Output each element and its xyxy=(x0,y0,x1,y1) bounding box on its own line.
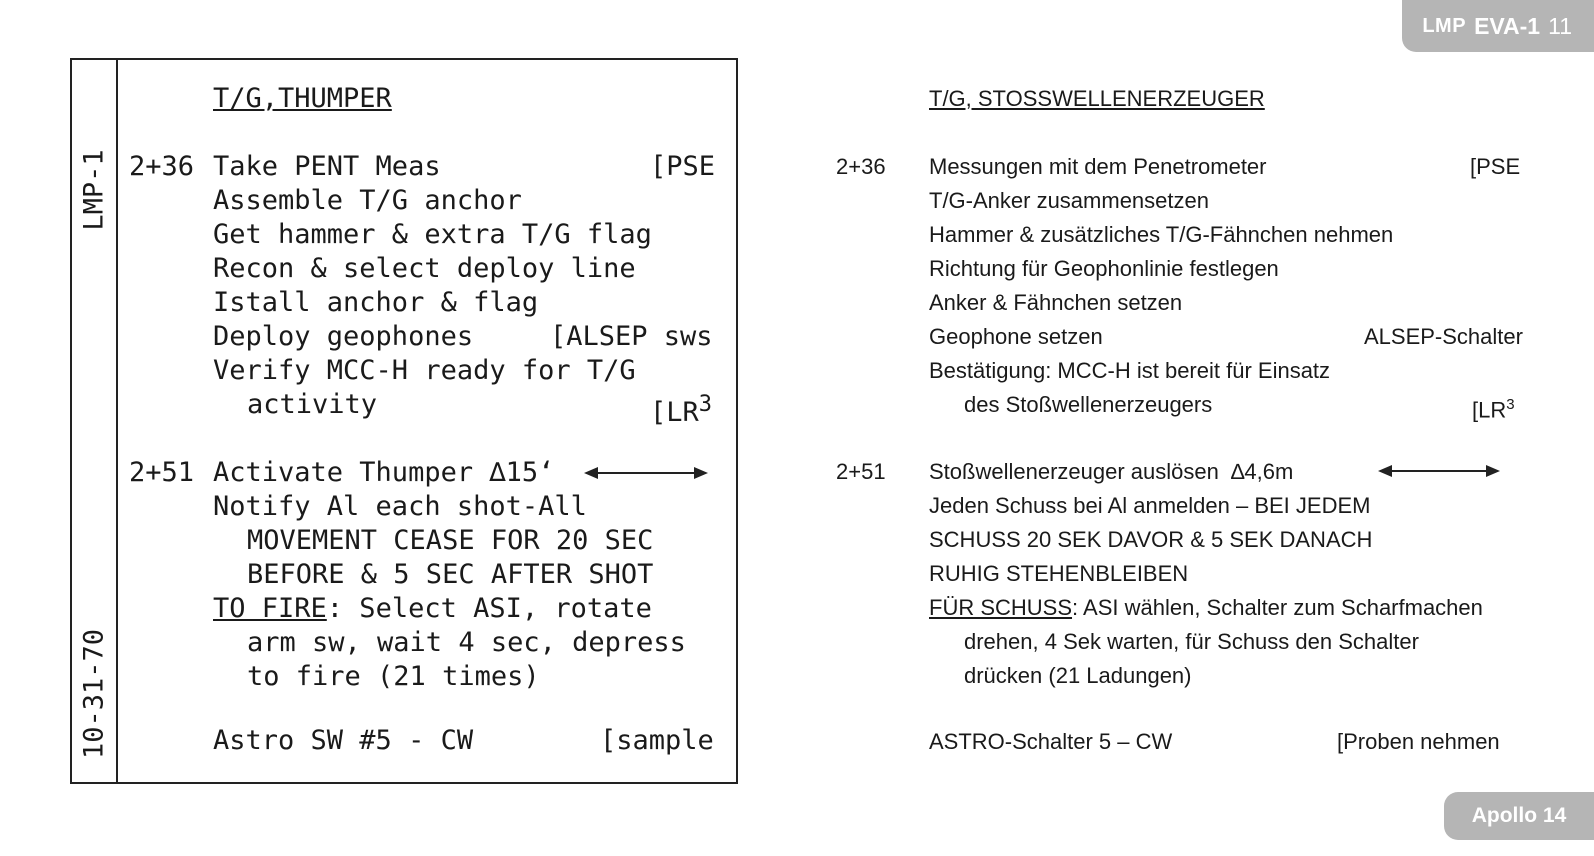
checklist-step: activity xyxy=(247,389,378,420)
checklist-step: Activate Thumper ∆15‘ xyxy=(213,457,555,488)
card-title: T/G,THUMPER xyxy=(213,83,392,114)
translation-step: Richtung für Geophonlinie festlegen xyxy=(929,256,1279,281)
step-keyword: TO FIRE xyxy=(213,593,327,624)
translation-step: Bestätigung: MCC-H ist bereit für Einsatz xyxy=(929,358,1331,383)
step-tag: [sample xyxy=(600,725,714,756)
translation-step: ASTRO-Schalter 5 – CW xyxy=(929,729,1173,754)
translation-step-text: : ASI wählen, Schalter zum Scharfmachen xyxy=(1072,595,1483,620)
checklist-step: to fire (21 times) xyxy=(247,661,540,692)
step-tag: [PSE xyxy=(650,151,716,182)
time-stamp: 2+51 xyxy=(129,457,195,488)
translation-step xyxy=(929,455,1293,489)
translation-step: SCHUSS 20 SEK DAVOR & 5 SEK DANACH xyxy=(929,527,1373,552)
checklist-step: Assemble T/G anchor xyxy=(213,185,522,216)
checklist-step: Verify MCC-H ready for T/G xyxy=(213,355,636,386)
translation-time-stamp: 2+51 xyxy=(836,459,886,484)
translation-step-text: Stoßwellenerzeuger auslösen xyxy=(929,459,1219,484)
checklist-step: Recon & select deploy line xyxy=(213,253,636,284)
translation-step: Hammer & zusätzliches T/G-Fähnchen nehmen xyxy=(929,222,1394,247)
translation-step: Anker & Fähnchen setzen xyxy=(929,290,1183,315)
translation-step: drehen, 4 Sek warten, für Schuss den Schalter xyxy=(964,629,1419,654)
translation-step: T/G-Anker zusammensetzen xyxy=(929,188,1209,213)
translation-time-stamp: 2+36 xyxy=(836,154,886,179)
crew-label: LMP xyxy=(1422,14,1467,37)
page-number: 11 xyxy=(1548,12,1572,39)
step-tag-text: [LR xyxy=(650,397,699,428)
translation-tag: ALSEP-Schalter xyxy=(1364,324,1523,349)
double-arrow-icon xyxy=(584,464,708,482)
translation-tag: [PSE xyxy=(1470,154,1521,179)
card-side-strip xyxy=(72,60,118,782)
translation-tag-superscript: 3 xyxy=(1506,396,1515,413)
translation-step: RUHIG STEHENBLEIBEN xyxy=(929,561,1189,586)
section-label: EVA-1 xyxy=(1474,12,1541,39)
checklist-step: Astro SW #5 - CW xyxy=(213,725,474,756)
checklist-step: Deploy geophones xyxy=(213,321,474,352)
checklist-step: Take PENT Meas xyxy=(213,151,441,182)
side-date: 10-31-70 xyxy=(78,628,110,760)
step-tag-superscript: 3 xyxy=(698,392,713,417)
translation-title xyxy=(929,82,1265,116)
time-stamp: 2+36 xyxy=(129,151,195,182)
translation-tag xyxy=(1472,388,1515,427)
translation-step-keyword: FÜR SCHUSS xyxy=(929,595,1073,620)
translation-title-text: T/G, STOSSWELLENERZEUGER xyxy=(929,86,1265,111)
translation-step-distance: ∆4,6m xyxy=(1230,459,1294,484)
checklist-step: Notify Al each shot-All xyxy=(213,491,587,522)
page-header-tab xyxy=(1402,0,1594,52)
step-tag: [ALSEP sws xyxy=(550,321,713,352)
checklist-step: arm sw, wait 4 sec, depress xyxy=(247,627,686,658)
checklist-card xyxy=(70,58,738,784)
translation-step: Jeden Schuss bei Al anmelden – BEI JEDEM xyxy=(929,493,1371,518)
mission-footer-tab xyxy=(1444,792,1594,840)
step-tag xyxy=(650,388,712,430)
step-text: : Select ASI, rotate xyxy=(326,593,652,624)
mission-label: Apollo 14 xyxy=(1471,804,1567,827)
translation-step: Geophone setzen xyxy=(929,324,1103,349)
translation-tag-text: [LR xyxy=(1472,397,1507,423)
translation-step: Messungen mit dem Penetrometer xyxy=(929,154,1267,179)
double-arrow-icon xyxy=(1378,462,1500,480)
checklist-step: Get hammer & extra T/G flag xyxy=(213,219,652,250)
translation-step: drücken (21 Ladungen) xyxy=(964,663,1192,688)
translation-step xyxy=(929,591,1483,625)
checklist-step: Istall anchor & flag xyxy=(213,287,539,318)
translation-tag: [Proben nehmen xyxy=(1337,729,1500,754)
checklist-step xyxy=(213,592,652,626)
checklist-step: MOVEMENT CEASE FOR 20 SEC xyxy=(247,525,654,556)
side-code: LMP-1 xyxy=(78,149,110,231)
checklist-step: BEFORE & 5 SEC AFTER SHOT xyxy=(247,559,654,590)
translation-step: des Stoßwellenerzeugers xyxy=(964,392,1213,417)
